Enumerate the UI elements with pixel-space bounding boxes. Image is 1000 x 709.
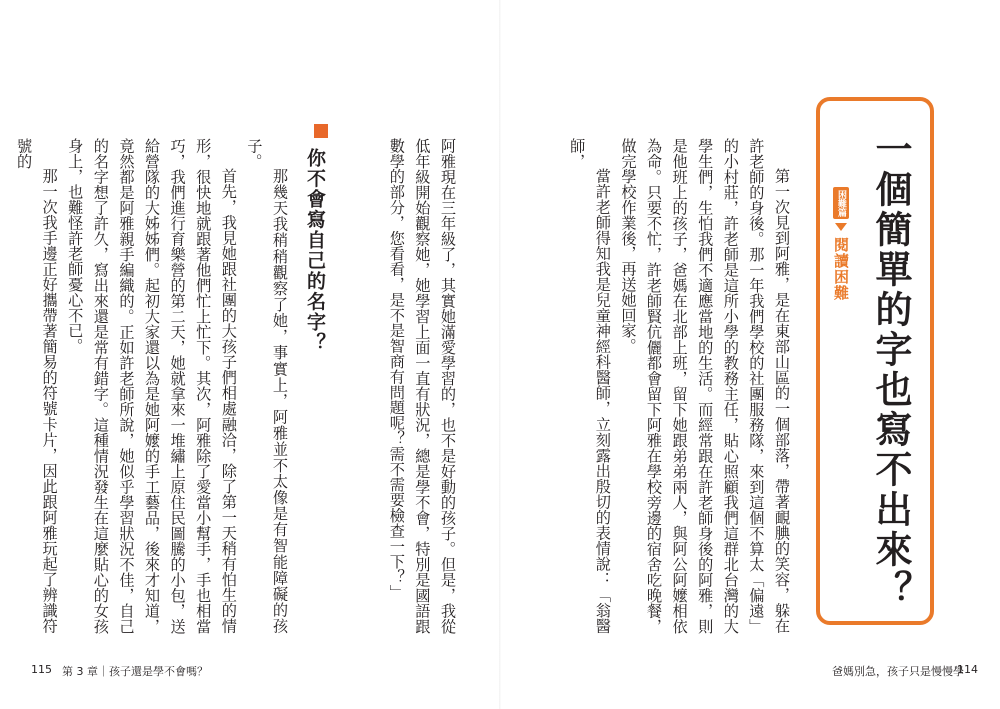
right-page-body <box>568 138 794 634</box>
paragraph: 當許老師得知我是兒童神經科醫師，立刻露出殷切的表情說：「翁醫師， <box>568 138 612 634</box>
section-heading <box>302 124 342 444</box>
square-bullet-icon <box>314 124 328 138</box>
chapter-title: 一個簡單的字也寫不出來？ <box>869 130 912 610</box>
book-gutter <box>499 0 501 709</box>
chevron-down-icon <box>835 223 847 231</box>
category-label: 閱讀困難 <box>832 237 850 301</box>
paragraph: 阿雅現在三年級了，其實她滿愛學習的，也不是好動的孩子。但是，我從低年級開始觀察她，她學習上面一直有狀況，總是學不會，特別是國語跟數學的部分，您看看，是不是智商有問題呢？需不需要檢查一下？」 <box>387 138 457 634</box>
section-heading-text: 你不會寫自己的名字？ <box>304 148 326 353</box>
category-badge: 困難篇 <box>833 187 849 219</box>
chapter-footer: 第 3 章｜孩子還是學不會嗎？ <box>62 665 208 678</box>
running-head-right: 爸媽別急，孩子只是慢慢學 <box>832 665 964 678</box>
page-number-left: 115 <box>31 663 52 676</box>
paragraph: 首先，我見她跟社團的大孩子們相處融洽，除了第一天稍有怕生的情形，很快地就跟著他們忙上忙下。其次，阿雅除了愛當小幫手，手也相當巧，我們進行育樂營的第二天，她就拿來一堆繡上原住民圖騰的小包，送給營隊的大姊姊們。起初大家還以為是她阿嬤的手工藝品，後來才知道，竟然都是阿雅親手編織的。正如許老師所說，她似乎學習狀況不佳，自己的名字想了許久，寫出來還是常有錯字。這種情況發生在這麼貼心的女孩身上，也難怪許老師憂心不已。 <box>66 138 238 634</box>
paragraph: 那幾天我稍稍觀察了她，事實上，阿雅並不太像是有智能障礙的孩子。 <box>245 138 289 634</box>
left-page-body <box>15 138 292 634</box>
left-page-continued-text <box>356 138 460 634</box>
paragraph: 第一次見到阿雅，是在東部山區的一個部落，帶著靦腆的笑容，躲在許老師的身後。那一年我們學校的社團服務隊，來到這個不算太「偏遠」的小村莊，許老師是這所小學的教務主任，貼心照顧我們這群北台灣的大學生們，生怕我們不適應當地的生活。而經常跟在許老師身後的阿雅，則是他班上的孩子，爸媽在北部上班，留下她跟弟弟兩人，與阿公阿嬤相依為命。只要不忙，許老師賢伉儷都會留下阿雅在學校旁邊的宿舍吃晚餐，做完學校作業後，再送她回家。 <box>619 138 791 634</box>
category-tag <box>831 181 853 321</box>
page-number-right: 114 <box>957 663 978 676</box>
paragraph: 那一次我手邊正好攜帶著簡易的符號卡片，因此跟阿雅玩起了辨識符號的 <box>15 138 59 634</box>
